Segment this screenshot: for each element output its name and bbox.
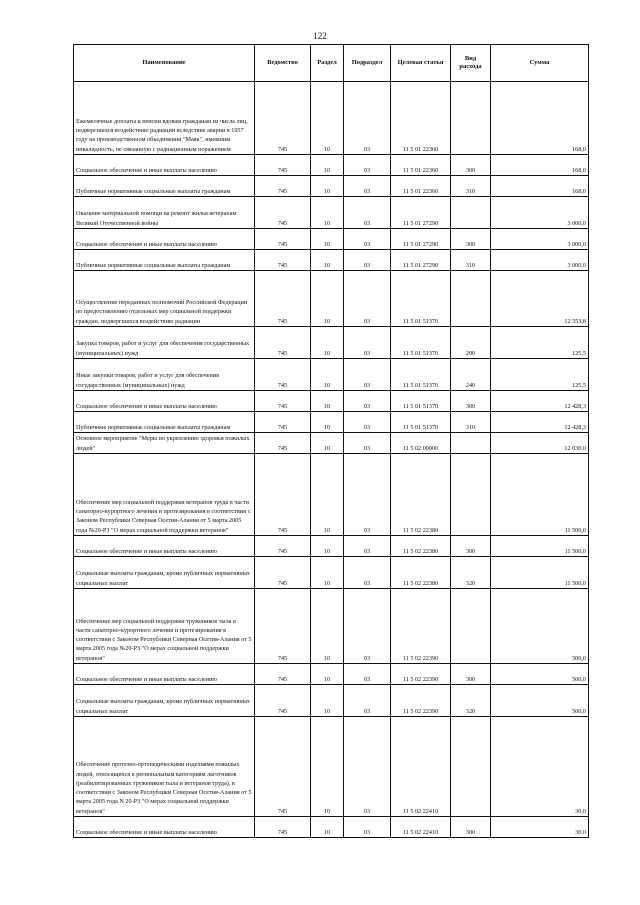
cell-name: Социальное обеспечение и иные выплаты населению — [74, 229, 255, 250]
cell-department: 745 — [255, 197, 311, 229]
cell-target: 11 5 02 00000 — [391, 433, 451, 454]
table-row — [74, 271, 589, 327]
cell-name: Обеспечение протезно-ортопедическими изделиями пожилых людей, относящихся к региональным категориям льготников (реабилитированных тружеников тыла и ветеранов труда), в соответствии с Законом Республики Северная Осетия-Алания от 5 марта 2005 года N 20-РЗ "О мерах социальной поддержки ветеранов" — [74, 717, 255, 817]
cell-amount: 3 000,0 — [491, 197, 589, 229]
cell-target: 11 5 02 22380 — [391, 557, 451, 589]
table-row — [74, 817, 589, 838]
cell-subsection: 03 — [344, 412, 391, 433]
cell-expense-type: 310 — [451, 412, 491, 433]
cell-section: 10 — [311, 155, 344, 176]
cell-amount: 168,0 — [491, 176, 589, 197]
cell-name: Публичные нормативные социальные выплаты гражданам — [74, 412, 255, 433]
table-body — [74, 82, 589, 838]
cell-expense-type: 300 — [451, 229, 491, 250]
cell-section: 10 — [311, 197, 344, 229]
cell-name: Обеспечение мер социальной поддержки тружеников тыла в части санаторно-курортного лечения и протезирования в соответствии с Законом Республики Северная Осетия-Алания от 5 марта 2005 года №20-РЗ "О мерах социальной поддержки ветеранов" — [74, 589, 255, 664]
cell-target: 11 5 01 51370 — [391, 271, 451, 327]
cell-department: 745 — [255, 271, 311, 327]
header-department: Ведомство — [255, 45, 311, 82]
cell-section: 10 — [311, 536, 344, 557]
header-amount: Сумма — [491, 45, 589, 82]
cell-subsection: 03 — [344, 433, 391, 454]
cell-amount: 500,0 — [491, 664, 589, 685]
cell-section: 10 — [311, 433, 344, 454]
cell-target: 11 5 01 27290 — [391, 250, 451, 271]
cell-section: 10 — [311, 229, 344, 250]
cell-amount: 12 428,3 — [491, 391, 589, 412]
cell-target: 11 5 02 22390 — [391, 685, 451, 717]
cell-target: 11 5 01 22360 — [391, 155, 451, 176]
table-row — [74, 536, 589, 557]
cell-department: 745 — [255, 176, 311, 197]
table-row — [74, 327, 589, 359]
cell-subsection: 03 — [344, 589, 391, 664]
table-row — [74, 589, 589, 664]
cell-name: Социальные выплаты гражданам, кроме публичных нормативных социальных выплат — [74, 685, 255, 717]
table-row — [74, 433, 589, 454]
cell-department: 745 — [255, 557, 311, 589]
cell-subsection: 03 — [344, 557, 391, 589]
cell-expense-type: 300 — [451, 155, 491, 176]
cell-department: 745 — [255, 664, 311, 685]
cell-target: 11 5 02 22380 — [391, 536, 451, 557]
cell-target: 11 5 01 22360 — [391, 176, 451, 197]
cell-department: 745 — [255, 82, 311, 155]
cell-department: 745 — [255, 412, 311, 433]
cell-section: 10 — [311, 717, 344, 817]
cell-expense-type — [451, 454, 491, 536]
cell-amount: 3 000,0 — [491, 229, 589, 250]
cell-name: Иные закупки товаров, работ и услуг для обеспечения государственных (муниципальных) нужд — [74, 359, 255, 391]
header-subsection: Подраздел — [344, 45, 391, 82]
cell-subsection: 03 — [344, 359, 391, 391]
cell-expense-type: 240 — [451, 359, 491, 391]
cell-amount: 30,0 — [491, 817, 589, 838]
cell-department: 745 — [255, 589, 311, 664]
cell-target: 11 5 01 51370 — [391, 327, 451, 359]
table-row — [74, 359, 589, 391]
cell-amount: 500,0 — [491, 589, 589, 664]
cell-subsection: 03 — [344, 664, 391, 685]
cell-name: Основное мероприятие "Меры по укреплению здоровья пожилых людей" — [74, 433, 255, 454]
cell-department: 745 — [255, 685, 311, 717]
cell-subsection: 03 — [344, 229, 391, 250]
cell-name: Публичные нормативные социальные выплаты гражданам — [74, 250, 255, 271]
cell-name: Осуществление переданных полномочий Российской Федерации по предоставлению отдельных мер социальной поддержки граждан, подвергшихся воздействию радиации — [74, 271, 255, 327]
cell-amount: 12 428,3 — [491, 412, 589, 433]
table-row — [74, 685, 589, 717]
cell-name: Социальные выплаты гражданам, кроме публичных нормативных социальных выплат — [74, 557, 255, 589]
cell-expense-type — [451, 433, 491, 454]
cell-expense-type: 300 — [451, 664, 491, 685]
cell-name: Публичные нормативные социальные выплаты гражданам — [74, 176, 255, 197]
cell-subsection: 03 — [344, 536, 391, 557]
header-section: Раздел — [311, 45, 344, 82]
cell-section: 10 — [311, 664, 344, 685]
cell-name: Социальное обеспечение и иные выплаты населению — [74, 536, 255, 557]
cell-target: 11 5 01 51370 — [391, 412, 451, 433]
cell-section: 10 — [311, 685, 344, 717]
cell-amount: 12 553,8 — [491, 271, 589, 327]
cell-subsection: 03 — [344, 197, 391, 229]
cell-name: Социальное обеспечение и иные выплаты населению — [74, 155, 255, 176]
table-row — [74, 197, 589, 229]
cell-name: Социальное обеспечение и иные выплаты населению — [74, 817, 255, 838]
cell-expense-type: 300 — [451, 391, 491, 412]
cell-target: 11 5 02 22410 — [391, 817, 451, 838]
cell-name: Социальное обеспечение и иные выплаты населению — [74, 664, 255, 685]
cell-subsection: 03 — [344, 155, 391, 176]
cell-expense-type — [451, 197, 491, 229]
cell-section: 10 — [311, 391, 344, 412]
cell-subsection: 03 — [344, 82, 391, 155]
cell-section: 10 — [311, 250, 344, 271]
cell-target: 11 5 01 27290 — [391, 229, 451, 250]
cell-section: 10 — [311, 454, 344, 536]
cell-target: 11 5 01 27290 — [391, 197, 451, 229]
cell-subsection: 03 — [344, 717, 391, 817]
cell-amount: 11 500,0 — [491, 557, 589, 589]
cell-department: 745 — [255, 359, 311, 391]
cell-amount: 11 500,0 — [491, 536, 589, 557]
page-number: 122 — [313, 31, 327, 41]
cell-expense-type: 310 — [451, 176, 491, 197]
cell-target: 11 5 01 51370 — [391, 391, 451, 412]
cell-amount: 3 000,0 — [491, 250, 589, 271]
cell-subsection: 03 — [344, 327, 391, 359]
cell-amount: 500,0 — [491, 685, 589, 717]
cell-target: 11 5 01 22360 — [391, 82, 451, 155]
cell-section: 10 — [311, 359, 344, 391]
cell-expense-type: 300 — [451, 817, 491, 838]
table-row — [74, 557, 589, 589]
cell-section: 10 — [311, 271, 344, 327]
table-row — [74, 176, 589, 197]
table-row — [74, 391, 589, 412]
table-row — [74, 229, 589, 250]
cell-amount: 125,5 — [491, 359, 589, 391]
header-name: Наименование — [74, 45, 255, 82]
cell-department: 745 — [255, 433, 311, 454]
cell-name: Социальное обеспечение и иные выплаты населению — [74, 391, 255, 412]
cell-section: 10 — [311, 589, 344, 664]
cell-department: 745 — [255, 817, 311, 838]
cell-expense-type: 320 — [451, 685, 491, 717]
cell-expense-type: 310 — [451, 250, 491, 271]
cell-department: 745 — [255, 536, 311, 557]
cell-department: 745 — [255, 391, 311, 412]
cell-subsection: 03 — [344, 391, 391, 412]
cell-section: 10 — [311, 817, 344, 838]
cell-amount: 168,0 — [491, 82, 589, 155]
cell-target: 11 5 01 51370 — [391, 359, 451, 391]
cell-expense-type: 320 — [451, 557, 491, 589]
table-row — [74, 412, 589, 433]
cell-expense-type — [451, 589, 491, 664]
cell-amount: 168,0 — [491, 155, 589, 176]
header-target: Целевая статья — [391, 45, 451, 82]
table-row — [74, 250, 589, 271]
cell-name: Ежемесячные доплаты к пенсии вдовам гражданам из числа лиц, подвергшихся воздействию радиации вследствие аварии в 1957 году на производственном объединении "Маяк", имевшим инвалидность, не связанную с радиационным поражением — [74, 82, 255, 155]
cell-target: 11 5 02 22390 — [391, 589, 451, 664]
cell-department: 745 — [255, 717, 311, 817]
cell-expense-type — [451, 82, 491, 155]
cell-department: 745 — [255, 454, 311, 536]
table-row — [74, 717, 589, 817]
cell-department: 745 — [255, 155, 311, 176]
cell-subsection: 03 — [344, 250, 391, 271]
table-row — [74, 664, 589, 685]
cell-amount: 125,5 — [491, 327, 589, 359]
cell-amount: 12 030,0 — [491, 433, 589, 454]
cell-section: 10 — [311, 412, 344, 433]
cell-subsection: 03 — [344, 176, 391, 197]
cell-section: 10 — [311, 82, 344, 155]
cell-section: 10 — [311, 557, 344, 589]
cell-section: 10 — [311, 327, 344, 359]
cell-expense-type: 300 — [451, 536, 491, 557]
table-header — [74, 45, 589, 82]
cell-subsection: 03 — [344, 685, 391, 717]
header-expense-type: Вид расхода — [451, 45, 491, 82]
cell-target: 11 5 02 22410 — [391, 717, 451, 817]
cell-section: 10 — [311, 176, 344, 197]
cell-department: 745 — [255, 327, 311, 359]
cell-name: Обеспечение мер социальной поддержки ветеранов труда в части санаторно-курортного лечения и протезирования в соответствии с Законом Республики Северная Осетия-Алания от 5 марта 2005 года №20-РЗ "О мерах социальной поддержки ветеранов" — [74, 454, 255, 536]
cell-subsection: 03 — [344, 271, 391, 327]
cell-target: 11 5 02 22390 — [391, 664, 451, 685]
cell-department: 745 — [255, 250, 311, 271]
cell-amount: 11 500,0 — [491, 454, 589, 536]
cell-subsection: 03 — [344, 454, 391, 536]
table-row — [74, 155, 589, 176]
cell-amount: 30,0 — [491, 717, 589, 817]
budget-table — [73, 44, 589, 838]
table-row — [74, 82, 589, 155]
table-row — [74, 454, 589, 536]
cell-subsection: 03 — [344, 817, 391, 838]
cell-name: Закупка товаров, работ и услуг для обеспечения государственных (муниципальных) нужд — [74, 327, 255, 359]
cell-target: 11 5 02 22380 — [391, 454, 451, 536]
cell-expense-type: 200 — [451, 327, 491, 359]
cell-department: 745 — [255, 229, 311, 250]
cell-expense-type — [451, 717, 491, 817]
cell-name: Оказание материальной помощи на ремонт жилья ветеранам Великой Отечественной войны — [74, 197, 255, 229]
cell-expense-type — [451, 271, 491, 327]
